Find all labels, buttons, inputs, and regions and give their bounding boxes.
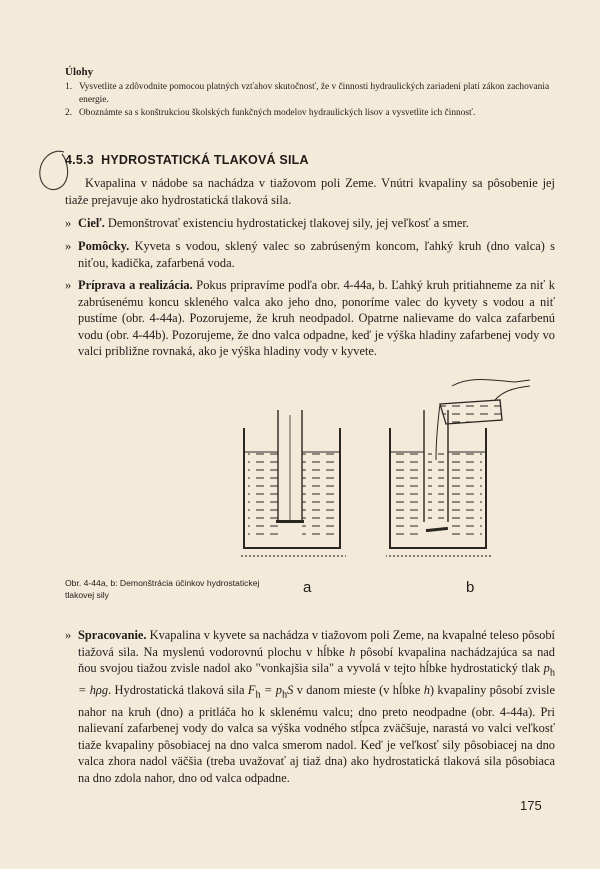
bullet-marker: »: [65, 239, 72, 253]
table-surface-b: [386, 554, 492, 558]
tasks-block: [65, 66, 555, 120]
formula-part: = p: [260, 682, 282, 697]
section-title: HYDROSTATICKÁ TLAKOVÁ SILA: [101, 153, 309, 167]
process-text: v danom mieste (v hĺbke: [293, 682, 424, 697]
var-h: h: [349, 644, 356, 659]
goal-label: Cieľ.: [78, 216, 105, 230]
figure-4-44: [240, 370, 540, 570]
goal-text: Demonštrovať existenciu hydrostatickej tlakovej sily, jej veľkosť a smer.: [107, 216, 469, 230]
subscript-h: h: [281, 689, 288, 701]
tasks-title: Úlohy: [65, 66, 94, 78]
figure-label-a: a: [303, 579, 312, 596]
task-item: [65, 107, 555, 120]
intro-text: Kvapalina v nádobe sa nachádza v tiažovom poli Zeme. Vnútri kvapaliny sa pôsobenie jej tiaže prejavuje ako hydrostatická tlaková sila.: [65, 176, 555, 207]
prep-paragraph: [65, 277, 555, 360]
tools-paragraph: [65, 238, 555, 271]
figure-label-b: b: [466, 579, 475, 596]
formula-part: = hρg: [78, 682, 109, 697]
bullet-marker: »: [65, 278, 72, 292]
subscript-h: h: [255, 689, 261, 701]
task-item: [65, 81, 555, 107]
tools-text: Kyveta s vodou, sklený valec so zabrúseným koncom, ľahký kruh (dno valca) s niťou, kadička, zafarbená voda.: [78, 239, 555, 270]
page-number: 175: [520, 798, 542, 813]
task-text: Vysvetlite a zdôvodnite pomocou platných vzťahov skutočnosť, že v činnosti hydraulických zariadení platí zákon zachovania energie.: [79, 82, 550, 105]
table-surface-a: [240, 554, 346, 558]
prep-label: Príprava a realizácia.: [78, 278, 193, 292]
section-heading: [65, 153, 309, 167]
var-p: p: [543, 661, 550, 675]
task-number: 1.: [65, 82, 73, 92]
process-label: Spracovanie.: [78, 628, 147, 642]
process-text: Kvapalina v kyvete sa nachádza v tiažovom poli Zeme, na kvapalné teleso pôsobí tiažová sila. Na myslenú vodorovnú plochu v hĺbke: [78, 628, 555, 659]
task-text: Oboznámte sa s konštrukciou školských funkčných modelov hydraulických lisov a vysvetlite ich činnosť.: [79, 108, 476, 118]
process-text: pôsobí kvapalina nachádzajúca sa nad ňou svojou tiažou zvisle nadol ako "vonkajšia sila" a vyvolá v tejto hĺbke hydrostatický tlak: [78, 644, 555, 675]
process-text: ) kvapaliny pôsobí zvisle nahor na kruh (dno) a pritláča ho k sklenému valcu; dno preto neodpadne (obr. 4-44a). Pri nalievaní zafarbenej vody do valca sa výška vodného stĺpca zväčšuje, narastá vo valci veľkosť tiaže kvapaliny pôsobiacej na dno valca smerom nadol. Keď je veľkosť sily pôsobiacej na dno valca zhora nadol väčšia (treba uvažovať aj tiaž dna) ako hydrostatická tlaková sila pôsobiaca na dno zdola nahor, dno od valca odpadne.: [78, 682, 555, 785]
process-paragraph: [65, 627, 555, 786]
bullet-marker: »: [65, 628, 72, 642]
beaker-a: [244, 410, 340, 548]
figure-caption: Obr. 4-44a, b: Demonštrácia účinkov hydrostatickej tlakovej sily: [65, 578, 260, 600]
bullet-marker: »: [65, 216, 72, 230]
section-intro: [65, 175, 555, 208]
section-number: 4.5.3: [65, 153, 94, 167]
process-text: . Hydrostatická tlaková sila: [108, 682, 248, 697]
subscript-h: h: [549, 667, 555, 679]
prep-text: Pokus pripravíme podľa obr. 4-44a, b. Ľahký kruh pritiahneme za niť k zabrúsenému koncu skleného valca ako jeho dno, ponoríme valec do kyvety s vodou a niť pustíme (obr. 4-44a). Pozorujeme, že kruh neodpadol. Opatrne nalievame do valca zafarbenú vodu (obr. 4-44b). Pozorujeme, že dno valca odpadne, keď je výška hladiny zafarbenej vody vo valci približne rovnaká, ako je výška hladiny vody v kyvete.: [78, 278, 555, 358]
goal-paragraph: [65, 215, 555, 232]
formula-part: S: [287, 682, 294, 697]
var-f: F: [247, 682, 256, 697]
beaker-b: [390, 380, 530, 549]
var-h: h: [423, 682, 430, 697]
tools-label: Pomôcky.: [78, 239, 130, 253]
task-number: 2.: [65, 108, 73, 118]
